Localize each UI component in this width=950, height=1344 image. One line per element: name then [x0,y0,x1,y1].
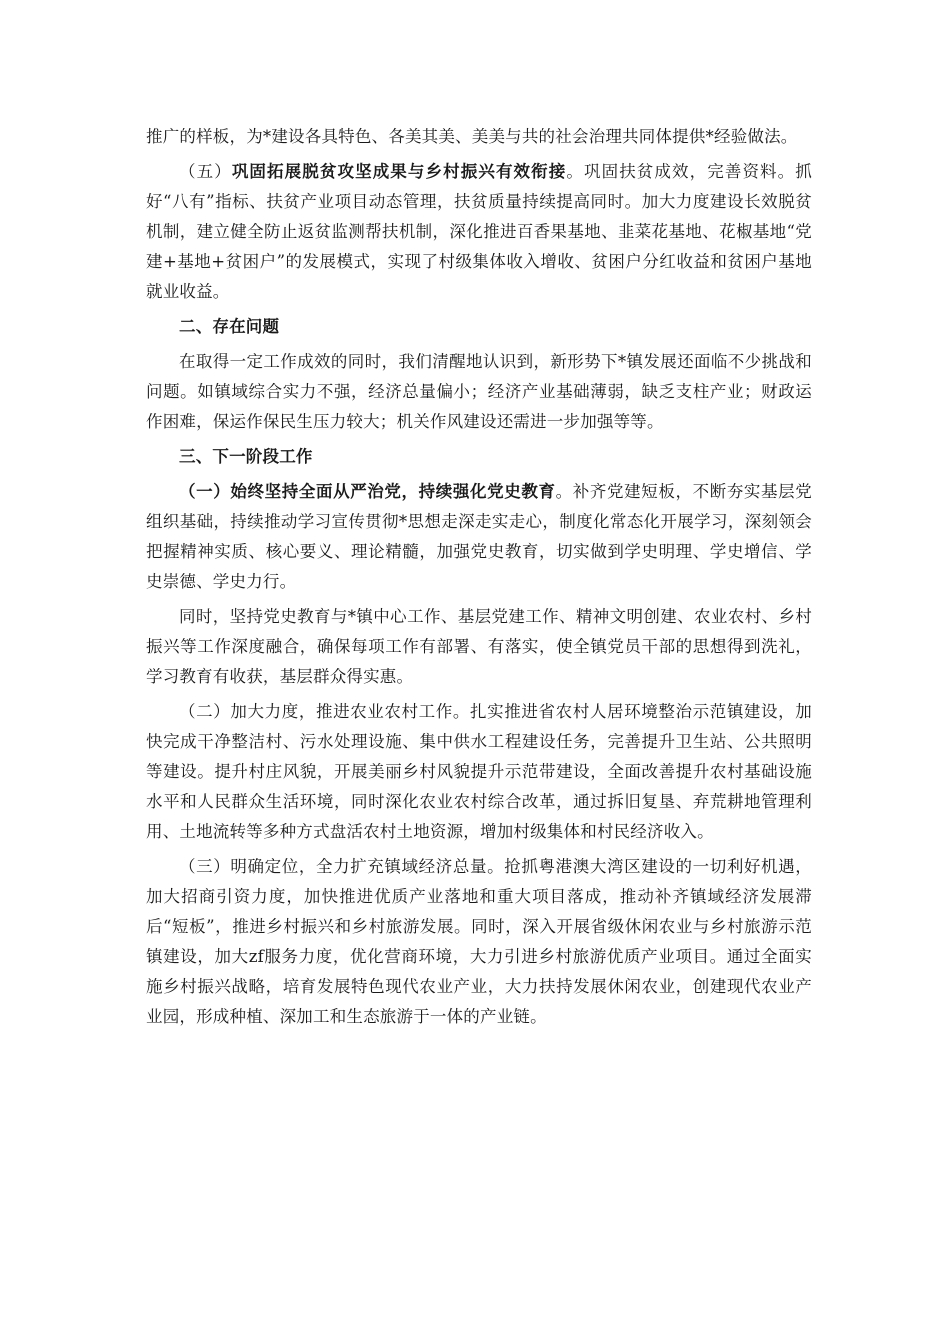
heading-existing-problems: 二、存在问题 [179,317,280,336]
paragraph-agriculture: （二）加大力度，推进农业农村工作。扎实推进省农村人居环境整治示范镇建设，加快完成干净整洁村、污水处理设施、集中供水工程建设任务，完善提升卫生站、公共照明等建设。提升村庄风貌，开展美丽乡村风貌提升示范带建设，全面改善提升农村基础设施水平和人民群众生活环境，同时深化农业农村综合改革，通过拆旧复垦、弃荒耕地管理利用、土地流转等多种方式盘活农村土地资源，增加村级集体和村民经济收入。 [146,702,812,841]
section-number: （五） [179,162,232,181]
paragraph-poverty-consolidation [146,157,812,307]
section-title-bold: （一）始终坚持全面从严治党，持续强化党史教育 [179,482,556,501]
section-body: 。补齐党建短板，不断夯实基层党组织基础，持续推动学习宣传贯彻*思想走深走实走心，制度化常态化开展学习，深刻领会把握精神实质、核心要义、理论精髓，加强党史教育，切实做到学史明理、学史增信、学史崇德、学史力行。 [146,482,812,591]
paragraph-economy: （三）明确定位，全力扩充镇域经济总量。抢抓粤港澳大湾区建设的一切利好机遇，加大招商引资力度，加快推进优质产业落地和重大项目落成，推动补齐镇域经济发展滞后“短板”，推进乡村振兴和乡村旅游发展。同时，深入开展省级休闲农业与乡村旅游示范镇建设，加大zf服务力度，优化营商环境，大力引进乡村旅游优质产业项目。通过全面实施乡村振兴战略，培育发展特色现代农业产业，大力扶持发展休闲农业，创建现代农业产业园，形成种植、深加工和生态旅游于一体的产业链。 [146,857,812,1026]
paragraph-party-education [146,477,812,597]
document-page [146,122,812,1037]
paragraph-integration: 同时，坚持党史教育与*镇中心工作、基层党建工作、精神文明创建、农业农村、乡村振兴等工作深度融合，确保每项工作有部署、有落实，使全镇党员干部的思想得到洗礼，学习教育有收获，基层群众得实惠。 [146,607,812,686]
heading-next-stage-work: 三、下一阶段工作 [179,447,313,466]
section-title-bold: 巩固拓展脱贫攻坚成果与乡村振兴有效衔接 [231,162,567,181]
paragraph-continuation: 推广的样板，为*建设各具特色、各美其美、美美与共的社会治理共同体提供*经验做法。 [146,127,798,146]
paragraph-problems: 在取得一定工作成效的同时，我们清醒地认识到，新形势下*镇发展还面临不少挑战和问题。如镇域综合实力不强，经济总量偏小；经济产业基础薄弱，缺乏支柱产业；财政运作困难，保运作保民生压力较大；机关作风建设还需进一步加强等等。 [146,352,812,431]
section-body: 。巩固扶贫成效，完善资料。抓好“八有”指标、扶贫产业项目动态管理，扶贫质量持续提高同时。加大力度建设长效脱贫机制，建立健全防止返贫监测帮扶机制，深化推进百香果基地、韭菜花基地、花椒基地“党建+基地+贫困户”的发展模式，实现了村级集体收入增收、贫困户分红收益和贫困户基地就业收益。 [146,162,812,301]
